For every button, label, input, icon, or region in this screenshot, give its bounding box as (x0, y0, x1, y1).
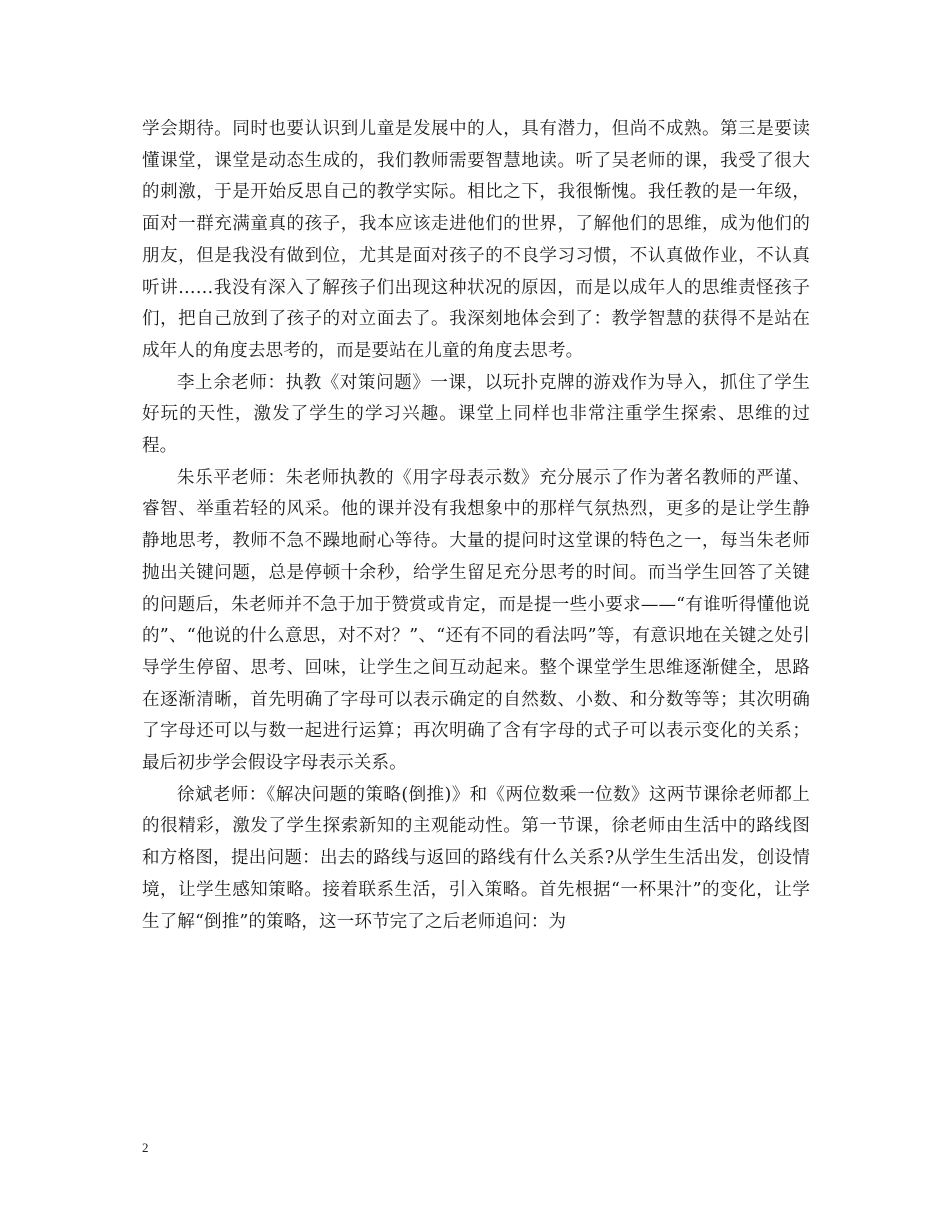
paragraph-xu-bin: 徐斌老师：《解决问题的策略(倒推)》和《两位数乘一位数》这两节课徐老师都上的很精彩，激发了学生探索新知的主观能动性。第一节课，徐老师由生活中的路线图和方格图，提出问题：出去的路线与返回的路线有什么关系?从学生生活出发，创设情境，让学生感知策略。接着联系生活，引入策略。首先根据“一杯果汁”的变化，让学生了解“倒推”的策略，这一环节完了之后老师追问：为 (142, 784, 810, 932)
paragraph-li-shangyu: 李上余老师：执教《对策问题》一课，以玩扑克牌的游戏作为导入，抓住了学生好玩的天性，激发了学生的学习兴趣。课堂上同样也非常注重学生探索、思维的过程。 (142, 372, 810, 457)
paragraph-continuation: 学会期待。同时也要认识到儿童是发展中的人，具有潜力，但尚不成熟。第三是要读懂课堂，课堂是动态生成的，我们教师需要智慧地读。听了吴老师的课，我受了很大的刺激，于是开始反思自己的教学实际。相比之下，我很惭愧。我任教的是一年级，面对一群充满童真的孩子，我本应该走进他们的世界，了解他们的思维，成为他们的朋友，但是我没有做到位，尤其是面对孩子的不良学习习惯，不认真做作业，不认真听讲……我没有深入了解孩子们出现这种状况的原因，而是以成年人的思维责怪孩子们，把自己放到了孩子的对立面去了。我深刻地体会到了：教学智慧的获得不是站在成年人的角度去思考的，而是要站在儿童的角度去思考。 (142, 119, 810, 361)
document-body (142, 114, 810, 938)
page-number: 2 (142, 1140, 149, 1155)
paragraph-zhu-leping: 朱乐平老师：朱老师执教的《用字母表示数》充分展示了作为著名教师的严谨、睿智、举重若轻的风采。他的课并没有我想象中的那样气氛热烈，更多的是让学生静静地思考，教师不急不躁地耐心等待。大量的提问时这堂课的特色之一，每当朱老师抛出关键问题，总是停顿十余秒，给学生留足充分思考的时间。而当学生回答了关键的问题后，朱老师并不急于加于赞赏或肯定，而是提一些小要求——“有谁听得懂他说的”、“他说的什么意思，对不对？”、“还有不同的看法吗”等，有意识地在关键之处引导学生停留、思考、回味，让学生之间互动起来。整个课堂学生思维逐渐健全，思路在逐渐清晰，首先明确了字母可以表示确定的自然数、小数、和分数等等；其次明确了字母还可以与数一起进行运算；再次明确了含有字母的式子可以表示变化的关系；最后初步学会假设字母表示关系。 (142, 467, 810, 774)
